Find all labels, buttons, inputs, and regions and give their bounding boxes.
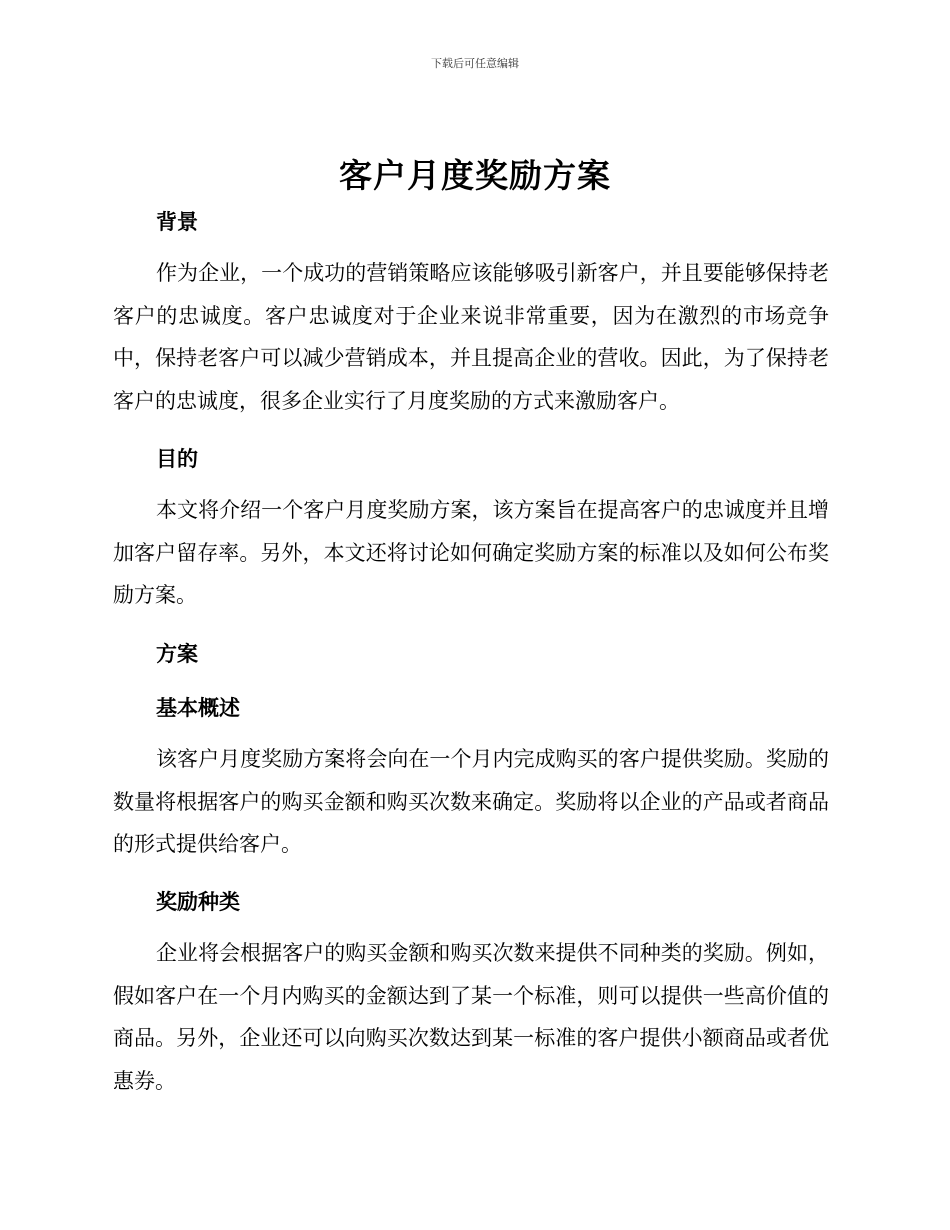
header-note: 下载后可任意编辑 [431, 57, 519, 70]
document-title: 客户月度奖励方案 [339, 156, 611, 195]
heading-overview: 基本概述 [156, 696, 240, 720]
paragraph-purpose: 本文将介绍一个客户月度奖励方案，该方案旨在提高客户的忠诚度并且增加客户留存率。另外，本文还将讨论如何确定奖励方案的标准以及如何公布奖励方案。 [113, 498, 829, 607]
paragraph-reward-types: 企业将会根据客户的购买金额和购买次数来提供不同种类的奖励。例如，假如客户在一个月内购买的金额达到了某一个标准，则可以提供一些高价值的商品。另外，企业还可以向购买次数达到某一标准的客户提供小额商品或者优惠券。 [113, 941, 829, 1093]
heading-reward-types: 奖励种类 [156, 890, 240, 914]
paragraph-background: 作为企业，一个成功的营销策略应该能够吸引新客户，并且要能够保持老客户的忠诚度。客户忠诚度对于企业来说非常重要，因为在激烈的市场竞争中，保持老客户可以减少营销成本，并且提高企业的营收。因此，为了保持老客户的忠诚度，很多企业实行了月度奖励的方式来激励客户。 [113, 261, 829, 413]
heading-purpose: 目的 [156, 447, 198, 471]
heading-plan: 方案 [156, 642, 198, 666]
paragraph-overview: 该客户月度奖励方案将会向在一个月内完成购买的客户提供奖励。奖励的数量将根据客户的购买金额和购买次数来确定。奖励将以企业的产品或者商品的形式提供给客户。 [113, 747, 829, 856]
heading-background: 背景 [156, 210, 198, 234]
